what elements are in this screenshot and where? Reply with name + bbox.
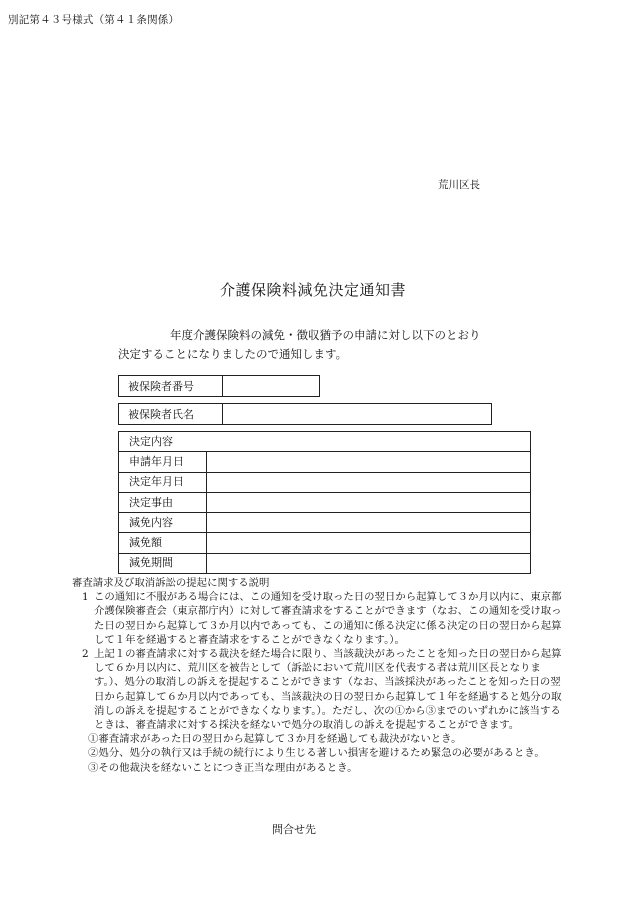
- insured-name-label: 被保険者氏名: [119, 404, 223, 424]
- insured-name-field[interactable]: [223, 404, 491, 424]
- application-date-label: 申請年月日: [119, 452, 207, 472]
- insured-number-box: [118, 375, 320, 397]
- application-date-field[interactable]: [207, 452, 531, 472]
- form-number: 別記第４３号様式（第４１条関係）: [8, 14, 180, 26]
- decision-header: 決定内容: [119, 432, 531, 452]
- table-row: [119, 513, 531, 533]
- notes-subitem-2: ②処分、処分の執行又は手続の続行により生じる著しい損害を避けるため緊急の必要があるとき。: [88, 747, 545, 760]
- insured-number-field[interactable]: [223, 376, 319, 396]
- reduction-period-field[interactable]: [207, 553, 531, 573]
- table-row: [119, 553, 531, 573]
- notes-item-2-number: 2: [82, 648, 89, 661]
- contact-heading: 問合せ先: [272, 823, 316, 836]
- table-row: [119, 452, 531, 472]
- reduction-amount-label: 減免額: [119, 533, 207, 553]
- appeal-notes: [72, 576, 562, 775]
- notes-item-2: [72, 647, 562, 732]
- notes-item-1-number: 1: [82, 591, 89, 604]
- notes-subitem-3: ③その他裁決を経ないことにつき正当な理由があるとき。: [88, 761, 358, 774]
- reduction-amount-field[interactable]: [207, 533, 531, 553]
- intro-line-2: 決定することになりましたので通知します。: [118, 347, 348, 361]
- insured-number-label: 被保険者番号: [119, 376, 223, 396]
- intro-line-1: 年度介護保険料の減免・徴収猶予の申請に対し以下のとおり: [170, 328, 481, 342]
- notes-item-2-text: 上記１の審査請求に対する裁決を経た場合に限り、当該裁決があったことを知った日の翌日から起算して６か月以内に、荒川区を被告として（訴訟において荒川区を代表する者は荒川区長となります。）、処分の取消しの訴えを提起することができます（なお、当該採決があったことを知った日の翌日から起算して６か月以内であっても、当該裁決の日の翌日から起算して１年を経過すると処分の取消しの訴えを提起することができなくなります。）。ただし、次の①から③までのいずれかに該当するときは、審査請求に対する採決を経ないで処分の取消しの訴えを提起することができます。: [94, 648, 562, 732]
- table-row: [119, 533, 531, 553]
- notes-heading: 審査請求及び取消訴訟の提起に関する説明: [72, 577, 270, 589]
- decision-date-label: 決定年月日: [119, 472, 207, 492]
- decision-reason-label: 決定事由: [119, 492, 207, 512]
- table-row: [119, 492, 531, 512]
- reduction-content-field[interactable]: [207, 513, 531, 533]
- decision-date-field[interactable]: [207, 472, 531, 492]
- issuer-name: 荒川区長: [438, 179, 480, 191]
- table-row: [119, 472, 531, 492]
- decision-table: [118, 431, 531, 574]
- document-title: 介護保険料減免決定通知書: [220, 281, 407, 299]
- reduction-period-label: 減免期間: [119, 553, 207, 573]
- decision-reason-field[interactable]: [207, 492, 531, 512]
- notes-item-1: [72, 590, 562, 647]
- insured-name-box: [118, 403, 492, 425]
- decision-header-row: [119, 432, 531, 452]
- intro-paragraph: [118, 326, 538, 364]
- reduction-content-label: 減免内容: [119, 513, 207, 533]
- notes-subitem-1: ①審査請求があった日の翌日から起算して３か月を経過しても裁決がないとき。: [88, 733, 462, 746]
- notes-item-1-text: この通知に不服がある場合には、この通知を受け取った日の翌日から起算して３か月以内に、東京都介護保険審査会（東京都庁内）に対して審査請求をすることができます（なお、この通知を受け取った日の翌日から起算して３か月以内であっても、この通知に係る決定に係る決定の日の翌日から起算して１年を経過すると審査請求をすることができなくなります。）。: [94, 591, 562, 646]
